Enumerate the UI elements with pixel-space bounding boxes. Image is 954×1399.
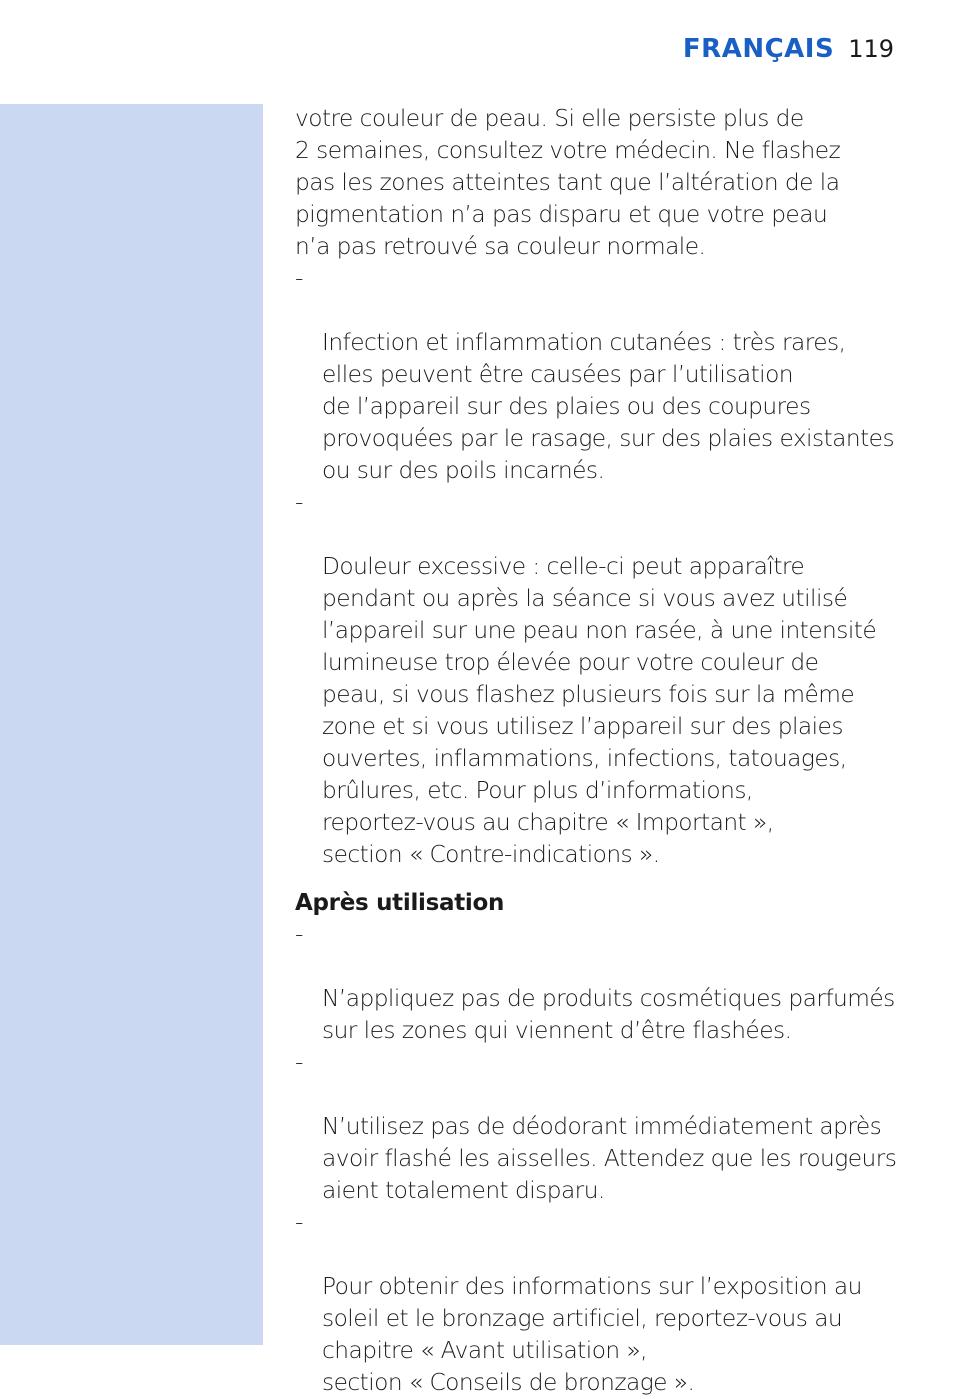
after-use-list xyxy=(295,919,899,1399)
main-content xyxy=(295,103,899,1399)
list-dash: - xyxy=(295,489,303,516)
list-item xyxy=(295,487,899,871)
sidebar-band xyxy=(0,104,263,1345)
side-effects-list xyxy=(295,263,899,871)
list-dash: - xyxy=(295,1049,303,1076)
list-item xyxy=(295,263,899,487)
list-dash: - xyxy=(295,1209,303,1236)
list-item xyxy=(295,919,899,1047)
page-number: 119 xyxy=(848,35,894,63)
list-dash: - xyxy=(295,265,303,292)
list-item-text: Infection et inflammation cutanées : très rares, elles peuvent être causées par l’utilisation de l’appareil sur des plaies ou des coupures provoquées par le rasage, sur des plaies existantes ou sur des poils incarnés. xyxy=(322,329,895,484)
list-item xyxy=(295,1207,899,1399)
list-item-text: Pour obtenir des informations sur l’exposition au soleil et le bronzage artificiel, reportez-vous au chapitre « Avant utilisation », section « Conseils de bronzage ». xyxy=(322,1273,862,1396)
continuation-paragraph: votre couleur de peau. Si elle persiste plus de 2 semaines, consultez votre médecin. Ne flashez pas les zones atteintes tant que l’altération de la pigmentation n’a pas disparu et que votre peau n’a pas retrouvé sa couleur normale. xyxy=(295,105,841,260)
list-item-text: N’utilisez pas de déodorant immédiatement après avoir flashé les aisselles. Attendez que les rougeurs aient totalement disparu. xyxy=(322,1113,897,1204)
list-dash: - xyxy=(295,921,303,948)
language-label: FRANÇAIS xyxy=(682,34,835,64)
list-item xyxy=(295,1047,899,1207)
page-header xyxy=(683,34,894,64)
list-item-text: Douleur excessive : celle-ci peut apparaître pendant ou après la séance si vous avez utilisé l’appareil sur une peau non rasée, à une intensité lumineuse trop élevée pour votre couleur de peau, si vous flashez plusieurs fois sur la même zone et si vous utilisez l’appareil sur des plaies ouvertes, inflammations, infections, tatouages, brûlures, etc. Pour plus d’informations, reportez-vous au chapitre « Important », section « Contre-indications ». xyxy=(322,553,877,868)
list-item-text: N’appliquez pas de produits cosmétiques parfumés sur les zones qui viennent d’être flashées. xyxy=(322,985,895,1044)
section-heading: Après utilisation xyxy=(295,890,505,916)
